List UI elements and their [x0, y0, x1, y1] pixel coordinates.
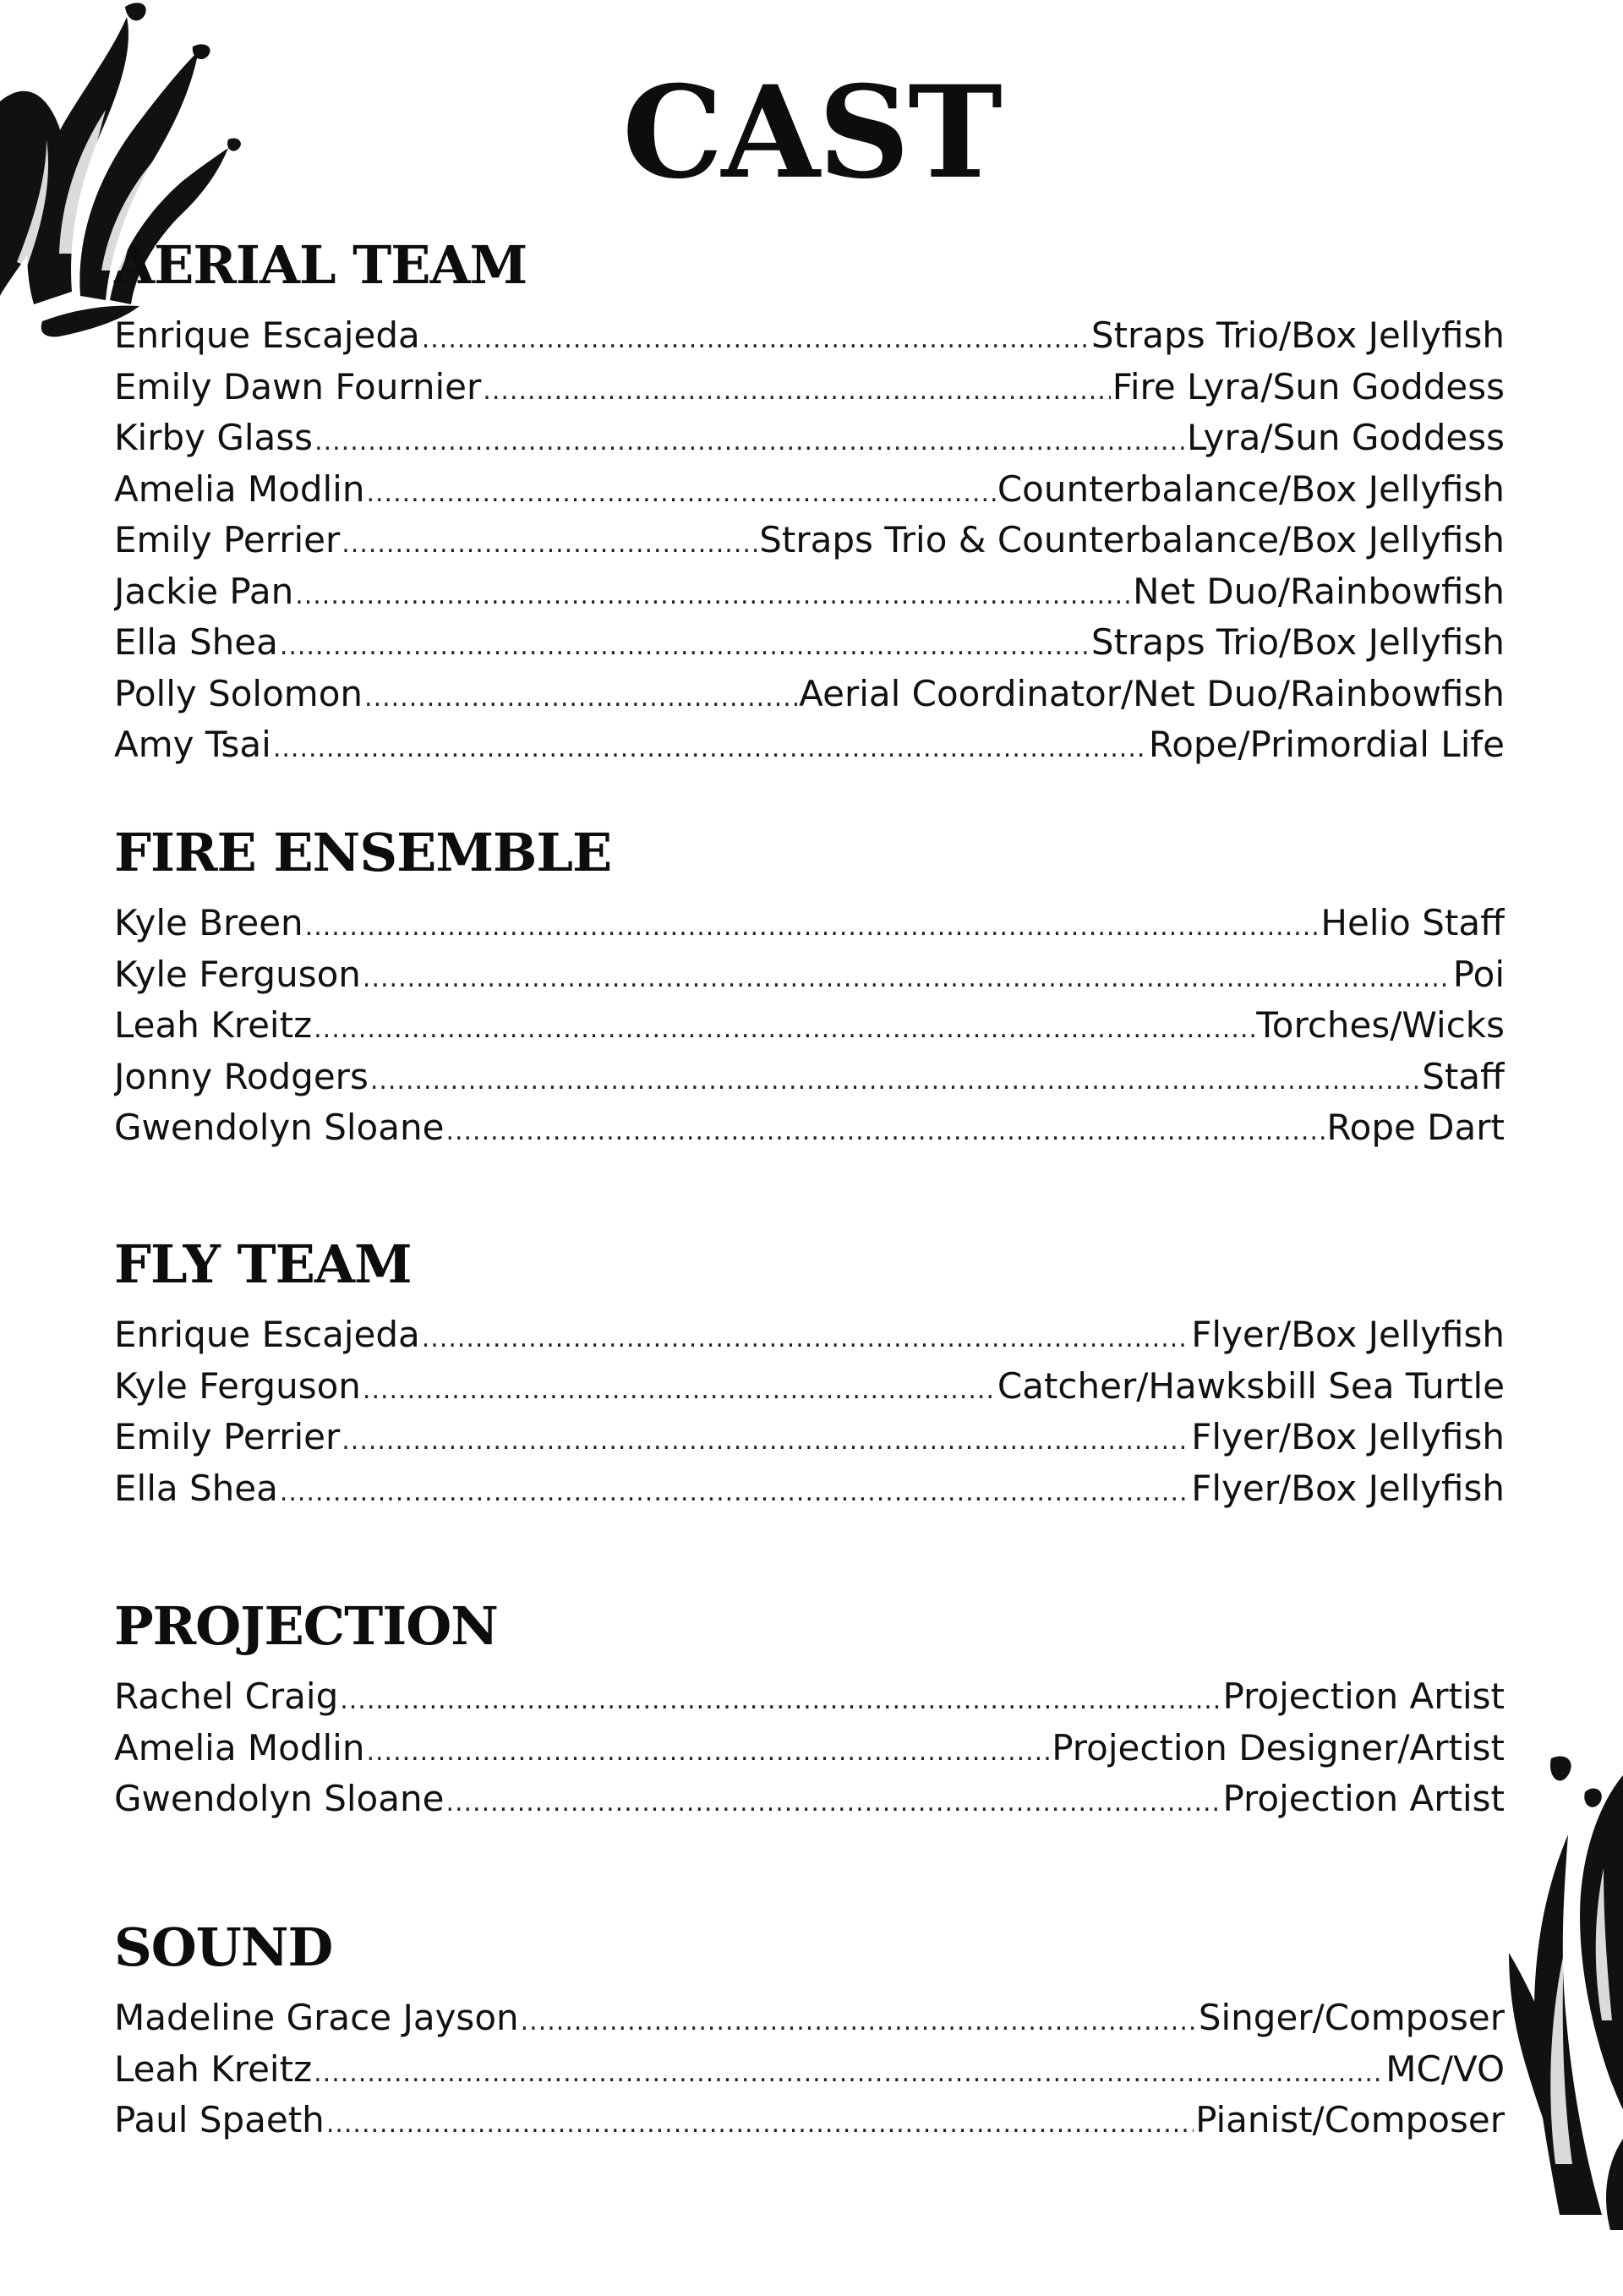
cast-name: Gwendolyn Sloane: [114, 1778, 445, 1819]
dot-leader: [342, 1416, 1189, 1463]
dot-leader: [314, 1004, 1254, 1052]
cast-role: Pianist/Composer: [1195, 2099, 1505, 2140]
cast-entry: [114, 362, 1505, 413]
dot-leader: [445, 1778, 1221, 1825]
cast-entry: [114, 2095, 1505, 2146]
cast-name: Ella Shea: [114, 621, 278, 663]
cast-entry: [114, 669, 1505, 720]
cast-role: Rope Dart: [1326, 1107, 1505, 1148]
cast-entry: [114, 949, 1505, 1001]
cast-role: Catcher/Hawksbill Sea Turtle: [997, 1364, 1505, 1407]
cast-name: Enrique Escajeda: [114, 1314, 420, 1355]
dot-leader: [364, 673, 797, 720]
section-aerial-team: [114, 234, 1505, 771]
section-fly-team: [114, 1233, 1505, 1514]
cast-name: Kirby Glass: [114, 417, 314, 458]
cast-entry: [114, 1052, 1505, 1103]
cast-entry: [114, 1000, 1505, 1052]
cast-name: Jackie Pan: [114, 570, 294, 612]
dot-leader: [370, 1056, 1420, 1103]
cast-entry: [114, 413, 1505, 464]
section-projection: [114, 1595, 1505, 1825]
cast-name: Emily Dawn Fournier: [114, 365, 482, 407]
cast-entry: [114, 898, 1505, 949]
cast-name: Amelia Modlin: [114, 467, 365, 510]
cast-name: Emily Perrier: [114, 519, 341, 560]
cast-role: MC/VO: [1385, 2047, 1505, 2090]
cast-list: [114, 1671, 1505, 1825]
cast-role: Projection Designer/Artist: [1052, 1726, 1505, 1768]
cast-role: Projection Artist: [1222, 1676, 1505, 1717]
cast-name: Amy Tsai: [114, 724, 271, 765]
cast-role: Helio Staff: [1320, 902, 1505, 943]
cast-entry: [114, 617, 1505, 669]
cast-list: [114, 310, 1505, 771]
cast-role: Poi: [1452, 953, 1505, 995]
cast-role: Flyer/Box Jellyfish: [1191, 1467, 1505, 1509]
cast-entry: [114, 719, 1505, 771]
dot-leader: [273, 724, 1147, 771]
cast-name: Kyle Ferguson: [114, 953, 361, 995]
section-heading: PROJECTION: [114, 1595, 498, 1657]
cast-entry: [114, 1993, 1505, 2044]
cast-role: Straps Trio & Counterbalance/Box Jellyfish: [759, 519, 1505, 560]
page-title: CAST: [622, 58, 1001, 207]
cast-entry: [114, 1671, 1505, 1723]
section-sound: [114, 1916, 1505, 2146]
cast-list: [114, 1309, 1505, 1514]
cast-name: Kyle Breen: [114, 902, 303, 943]
cast-entry: [114, 1309, 1505, 1361]
dot-leader: [422, 314, 1090, 362]
cast-entry: [114, 1463, 1505, 1515]
dot-leader: [305, 902, 1320, 949]
cast-entry: [114, 1412, 1505, 1463]
dot-leader: [295, 571, 1131, 618]
dot-leader: [366, 1727, 1050, 1774]
cast-name: Emily Perrier: [114, 1416, 341, 1457]
cast-entry: [114, 1361, 1505, 1413]
dot-leader: [521, 1997, 1197, 2044]
cast-entry: [114, 1774, 1505, 1825]
cast-name: Amelia Modlin: [114, 1726, 365, 1768]
cast-role: Straps Trio/Box Jellyfish: [1090, 621, 1505, 663]
dot-leader: [342, 519, 757, 566]
dot-leader: [314, 417, 1185, 464]
cast-name: Enrique Escajeda: [114, 314, 420, 356]
section-heading: SOUND: [114, 1916, 333, 1978]
cast-entry: [114, 464, 1505, 516]
cast-name: Leah Kreitz: [114, 2047, 313, 2090]
cast-entry: [114, 2044, 1505, 2096]
cast-name: Polly Solomon: [114, 672, 363, 714]
dot-leader: [483, 366, 1110, 413]
section-heading: FIRE ENSEMBLE: [114, 822, 612, 883]
section-heading: FLY TEAM: [114, 1233, 412, 1295]
cast-name: Jonny Rodgers: [114, 1055, 369, 1097]
cast-name: Kyle Ferguson: [114, 1364, 361, 1407]
cast-name: Paul Spaeth: [114, 2099, 325, 2140]
cast-name: Ella Shea: [114, 1467, 278, 1509]
cast-role: Fire Lyra/Sun Goddess: [1112, 365, 1505, 407]
dot-leader: [340, 1676, 1221, 1723]
cast-role: Straps Trio/Box Jellyfish: [1090, 314, 1505, 356]
cast-role: Lyra/Sun Goddess: [1187, 417, 1505, 458]
cast-role: Counterbalance/Box Jellyfish: [997, 467, 1505, 510]
cast-name: Rachel Craig: [114, 1676, 339, 1717]
cast-entry: [114, 1723, 1505, 1774]
dot-leader: [363, 1365, 996, 1413]
cast-role: Torches/Wicks: [1256, 1004, 1505, 1046]
cast-list: [114, 898, 1505, 1154]
cast-list: [114, 1993, 1505, 2146]
cast-role: Rope/Primordial Life: [1148, 724, 1505, 765]
dot-leader: [280, 621, 1090, 669]
cast-role: Net Duo/Rainbowfish: [1133, 570, 1505, 612]
section-fire-ensemble: [114, 822, 1505, 1154]
cast-entry: [114, 310, 1505, 362]
cast-role: Singer/Composer: [1198, 1997, 1505, 2038]
cast-role: Staff: [1422, 1055, 1505, 1097]
dot-leader: [326, 2099, 1194, 2146]
cast-entry: [114, 515, 1505, 566]
cast-name: Madeline Grace Jayson: [114, 1997, 519, 2038]
cast-role: Projection Artist: [1222, 1778, 1505, 1819]
cast-role: Flyer/Box Jellyfish: [1191, 1314, 1505, 1355]
cast-role: Aerial Coordinator/Net Duo/Rainbowfish: [799, 672, 1505, 714]
dot-leader: [366, 468, 995, 516]
section-heading: AERIAL TEAM: [114, 234, 527, 296]
dot-leader: [363, 954, 1451, 1001]
dot-leader: [314, 2048, 1384, 2096]
cast-name: Leah Kreitz: [114, 1004, 313, 1046]
cast-role: Flyer/Box Jellyfish: [1191, 1416, 1505, 1457]
dot-leader: [422, 1314, 1190, 1361]
cast-entry: [114, 1102, 1505, 1154]
cast-name: Gwendolyn Sloane: [114, 1107, 445, 1148]
dot-leader: [280, 1468, 1189, 1515]
dot-leader: [445, 1107, 1325, 1154]
cast-entry: [114, 566, 1505, 618]
